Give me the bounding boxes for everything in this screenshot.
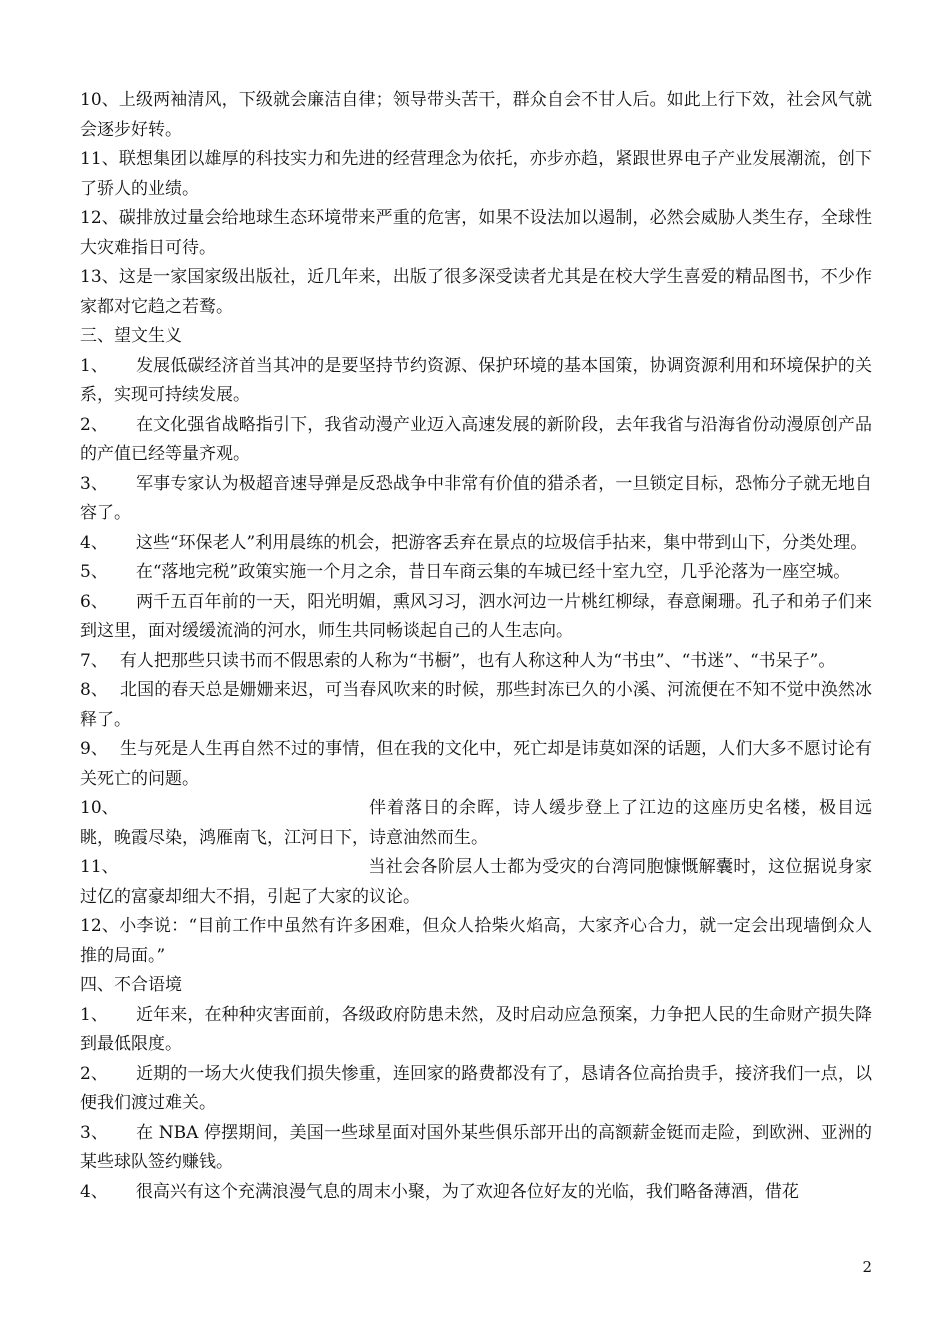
item-text: 在文化强省战略指引下，我省动漫产业迈入高速发展的新阶段，去年我省与沿海省份动漫原创产品的产值已经等量齐观。	[80, 414, 872, 464]
list-item	[80, 1060, 872, 1119]
item-number: 3、	[80, 473, 109, 494]
list-item	[80, 411, 872, 470]
item-text: 近年来，在种种灾害面前，各级政府防患未然，及时启动应急预案，力争把人民的生命财产损失降到最低限度。	[80, 1004, 872, 1054]
section-heading: 四、不合语境	[80, 975, 182, 995]
item-text: 小李说：“目前工作中虽然有许多困难，但众人拾柴火焰高，大家齐心合力，就一定会出现墙倒众人推的局面。”	[80, 916, 872, 966]
list-item	[80, 676, 872, 735]
section-heading: 三、望文生义	[80, 326, 182, 346]
item-number: 8、	[80, 680, 109, 700]
item-number: 1、	[80, 355, 109, 376]
item-text: 在 NBA 停摆期间，美国一些球星面对国外某些俱乐部开出的高额薪金铤而走险，到欧洲、亚洲的某些球队签约赚钱。	[80, 1122, 872, 1172]
item-number: 11、	[80, 857, 119, 877]
list-item	[80, 470, 872, 529]
item-number: 13、	[80, 267, 119, 287]
item-text: 在“落地完税”政策实施一个月之余，昔日车商云集的车城已经十室九空，几乎沦落为一座空城。	[135, 562, 851, 582]
item-number: 10、	[80, 90, 119, 110]
list-item	[80, 558, 872, 588]
item-number: 12、	[80, 916, 120, 936]
item-text: 近期的一场大火使我们损失惨重，连回家的路费都没有了，恳请各位高抬贵手，接济我们一点，以便我们渡过难关。	[80, 1063, 872, 1113]
item-text: 生与死是人生再自然不过的事情，但在我的文化中，死亡却是讳莫如深的话题，人们大多不愿讨论有关死亡的问题。	[80, 739, 873, 789]
item-text: 有人把那些只读书而不假思索的人称为“书橱”，也有人称这种人为“书虫”、“书迷”、“书呆子”。	[119, 650, 836, 671]
item-text: 北国的春天总是姗姗来迟，可当春风吹来的时候，那些封冻已久的小溪、河流便在不知不觉中涣然冰释了。	[80, 680, 873, 730]
list-item	[80, 794, 872, 853]
list-item	[80, 204, 872, 263]
item-number: 7、	[80, 650, 108, 671]
list-item	[80, 529, 872, 559]
item-number: 12、	[80, 208, 119, 228]
item-text: 这些“环保老人”利用晨练的机会，把游客丢弃在景点的垃圾信手拈来，集中带到山下，分类处理。	[135, 532, 868, 553]
list-item	[80, 912, 872, 971]
list-item	[80, 735, 872, 794]
list-item	[80, 853, 872, 912]
item-number: 4、	[80, 532, 108, 553]
list-item	[80, 352, 872, 411]
list-item	[80, 588, 872, 647]
item-text: 发展低碳经济首当其冲的是要坚持节约资源、保护环境的基本国策，协调资源利用和环境保护的关系，实现可持续发展。	[80, 355, 872, 405]
item-number: 10、	[80, 798, 119, 818]
list-item	[80, 1119, 872, 1178]
item-number: 11、	[80, 149, 119, 169]
list-item	[80, 647, 872, 677]
document-page	[80, 86, 872, 1207]
item-text: 碳排放过量会给地球生态环境带来严重的危害，如果不设法加以遏制，必然会威胁人类生存，全球性大灾难指日可待。	[80, 208, 872, 258]
item-number: 9、	[80, 739, 109, 759]
list-item	[80, 1001, 872, 1060]
item-number: 2、	[80, 414, 109, 435]
item-text: 很高兴有这个充满浪漫气息的周末小聚，为了欢迎各位好友的光临，我们略备薄酒，借花	[135, 1181, 799, 1202]
list-item	[80, 1178, 872, 1208]
list-item	[80, 86, 872, 145]
item-text: 两千五百年前的一天，阳光明媚，熏风习习，泗水河边一片桃红柳绿，春意阑珊。孔子和弟子们来到这里，面对缓缓流淌的河水，师生共同畅谈起自己的人生志向。	[80, 591, 872, 641]
item-text: 军事专家认为极超音速导弹是反恐战争中非常有价值的猎杀者，一旦锁定目标，恐怖分子就无地自容了。	[80, 473, 872, 523]
item-text: 上级两袖清风，下级就会廉洁自律；领导带头苦干，群众自会不甘人后。如此上行下效，社会风气就会逐步好转。	[80, 90, 872, 140]
item-number: 1、	[80, 1004, 109, 1025]
item-text: 当社会各阶层人士都为受灾的台湾同胞慷慨解囊时，这位据说身家过亿的富豪却细大不捐，引起了大家的议论。	[80, 857, 872, 907]
item-number: 2、	[80, 1063, 109, 1084]
page-number: 2	[862, 1258, 872, 1276]
item-number: 4、	[80, 1181, 108, 1202]
item-number: 3、	[80, 1122, 109, 1143]
list-item	[80, 145, 872, 204]
item-text: 伴着落日的余晖，诗人缓步登上了江边的这座历史名楼，极目远眺，晚霞尽染，鸿雁南飞，江河日下，诗意油然而生。	[80, 798, 872, 848]
item-text: 这是一家国家级出版社，近几年来，出版了很多深受读者尤其是在校大学生喜爱的精品图书，不少作家都对它趋之若鹜。	[80, 267, 872, 317]
item-text: 联想集团以雄厚的科技实力和先进的经营理念为依托，亦步亦趋，紧跟世界电子产业发展潮流，创下了骄人的业绩。	[80, 149, 872, 199]
item-number: 6、	[80, 591, 109, 612]
item-number: 5、	[80, 562, 108, 582]
list-item	[80, 263, 872, 322]
